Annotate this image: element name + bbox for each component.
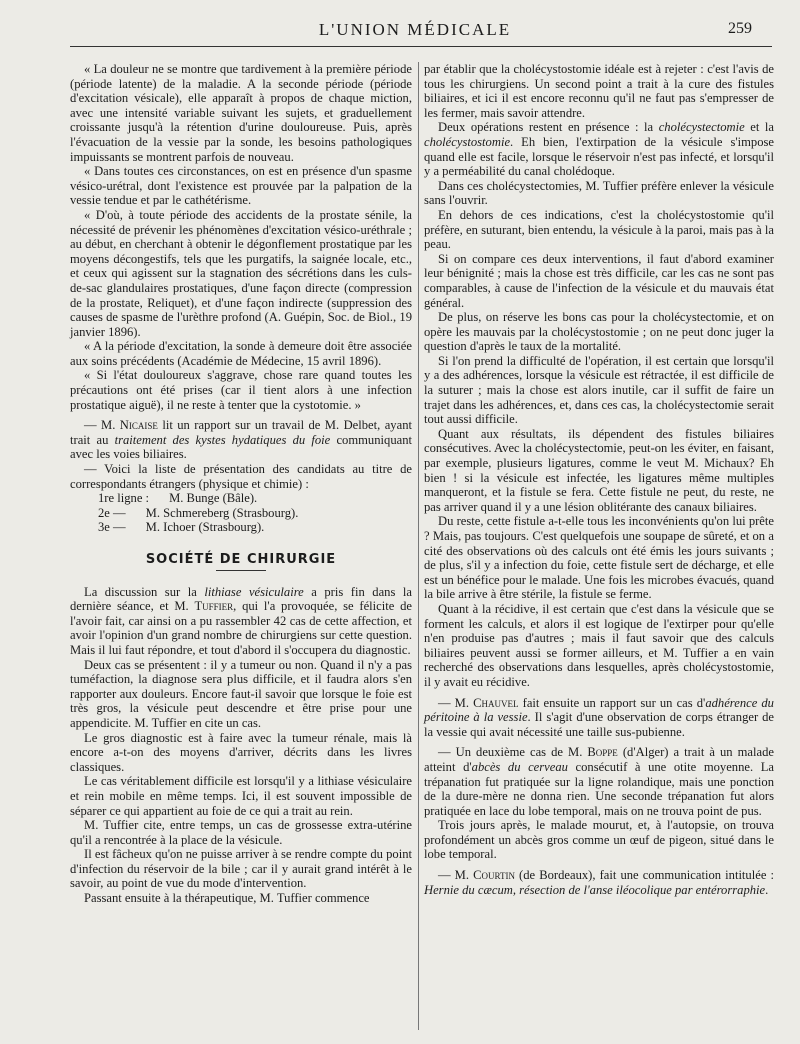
section-rule [216, 570, 266, 571]
section-title: SOCIÉTÉ DE CHIRURGIE [145, 552, 337, 567]
text-run: (d'Alger) a trait à un malade atteint d' [424, 745, 774, 774]
paragraph: De plus, on réserve les bons cas pour la cholécystectomie, et on opère les mauvais par la cholécystostomie ; on ne peut donc juger la question d'après le taux de la mortalité. [424, 310, 774, 354]
paragraph: Si l'on prend la difficulté de l'opération, il est certain que lorsqu'il y a des adhérences, lorsque la vésicule est rétractée, il est difficile de la suturer ; mais la chose est alors inutile, car il suffit de faire un trajet dans les adhérences, et, dans ces cas, la cholécystectomie serait tout aussi difficile. [424, 353, 774, 427]
text-run: Deux opérations restent en présence : la [438, 120, 659, 135]
left-column [70, 62, 412, 906]
text-run: consécutif à une otite moyenne. La trépanation fut pratiquée sur la ligne rolandique, mais une ponction de la dure-mère ne donna rien. Une seconde trépanation fut alors pratiquée en lace du lobe temporal, mais on ne trouva point de pus. [424, 759, 775, 818]
candidate-name: M. Ichoer (Strasbourg). [145, 520, 265, 535]
italic-title: abcès du cerveau [471, 759, 568, 774]
text-run: lit un rapport sur un travail de M. Delbet, ayant trait au [70, 418, 412, 447]
paragraph: Quant à la récidive, il est certain que c'est dans la vésicule que se forment les calculs, et alors il est logique de l'extirper pour qu'elle n'en produise pas d'autres ; mais il faut savoir que des calculs biliaires peuvent aussi se former ailleurs, et M. Tuffier a en vain recherché des observations dans lesquelles, après cholécystostomie, il y avait eu récidive. [424, 601, 774, 689]
paragraph: par établir que la cholécystostomie idéale est à rejeter : c'est l'avis de tous les chirurgiens. Un second point a trait à la cure des fistules biliaires, et ici il est encore reconnu qu'il ne faut pas s'empresser de les fermer, mais savoir attendre. [424, 62, 774, 120]
candidate-list [70, 491, 412, 535]
person-name: Chauvel [473, 695, 519, 710]
page-number: 259 [728, 20, 752, 37]
paragraph: Deux cas se présentent : il y a tumeur ou non. Quand il n'y a pas tuméfaction, la diagnose sera plus difficile, et il faudra alors s'en rapporter aux douleurs. Encore faut-il savoir que lorsque le foie est très gros, la vésicule peut descendre et être prise pour une appendicite. M. Tuffier en cite un cas. [70, 657, 412, 730]
paragraph-courtin [424, 868, 774, 897]
text-run: a pris fin dans la dernière séance, et M. [70, 584, 412, 614]
paragraph: Trois jours après, le malade mourut, et, à l'autopsie, on trouva profondément un abcès gros comme un œuf de pigeon, situé dans le lobe temporal. [424, 818, 774, 862]
italic-term: cholécystectomie [658, 120, 745, 135]
text-run: . Il s'agit d'une observation de corps étranger de la vessie qui avait nécessité une taille sus-pubienne. [424, 710, 775, 739]
paragraph: « La douleur ne se montre que tardivement à la première période (période latente) de la maladie. A la seconde période (période d'excitation vésicale), elle apparaît à propos de chaque miction, avec une intensité variable suivant les sujets, et graduellement croissante jusqu'à la rétention d'urine douloureuse. Puis, après l'évacuation de la vessie par la sonde, les besoins pathologiques impuissants se montrent parfois de nouveau. [70, 62, 412, 164]
paragraph-boppe [424, 745, 774, 818]
text-run: — Un deuxième cas de M. [438, 745, 588, 760]
paragraph: Du reste, cette fistule a-t-elle tous les inconvénients qu'on lui prête ? Mais, pas toujours. C'est quelquefois une soupape de sûreté, et on a cité des observations où des calculs ont été émis les jours suivants ; de plus, s'il y a infection du foie, cette fistule sert de décharge, et elle est un bénéfice pour le malade. Une fois les microbes évacués, quand la bile arrive à être stérile, la fistule se ferme. [424, 514, 774, 602]
person-name: Boppe [587, 745, 618, 760]
paragraph: M. Tuffier cite, entre temps, un cas de grossesse extra-utérine qu'il a rencontrée à la place de la vésicule. [70, 818, 412, 847]
paragraph: « Si l'état douloureux s'aggrave, chose rare quand toutes les précautions ont été prises (car il tient alors à une infection prostatique aiguë), il ne reste à tenter que la cystotomie. » [70, 368, 412, 412]
candidate-rank: 1re ligne : [98, 491, 150, 506]
header-rule [70, 46, 772, 47]
candidate-name: M. Bunge (Bâle). [169, 491, 258, 506]
text-run: et la [744, 120, 774, 135]
text-run: — M. [438, 695, 474, 710]
italic-term: cholécystostomie [424, 134, 511, 149]
paragraph: Si on compare ces deux interventions, il faut d'abord examiner leur bénignité ; mais la chose est très difficile, car les cas ne sont pas comparables, à cause de l'infection de la vésicule et du mauvais état général. [424, 251, 774, 310]
person-name: Courtin [473, 868, 515, 883]
paragraph: Il est fâcheux qu'on ne puisse arriver à se rendre compte du point d'infection du réservoir de la bile ; car il y aurait grand intérêt à le savoir, au point de vue du mode d'intervention. [70, 847, 412, 891]
paragraph-operations [424, 120, 774, 178]
text-run: fait ensuite un rapport sur un cas d' [518, 695, 706, 710]
candidate-line [70, 520, 412, 535]
paragraph: Le gros diagnostic est à faire avec la tumeur rénale, mais là encore a-t-on des moyens d'arriver, décrits dans les livres classiques. [70, 730, 412, 774]
italic-title: adhérence du péritoine à la vessie [424, 695, 774, 725]
italic-term: lithiase vésiculaire [204, 584, 304, 599]
italic-title: traitement des kystes hydatiques du foie [114, 432, 331, 447]
paragraph-tuffier [70, 585, 412, 658]
paragraph: En dehors de ces indications, c'est la cholécystostomie qu'il préfère, en suturant, bien entendu, la vésicule à la paroi, mais pas à la peau. [424, 207, 774, 252]
right-column [424, 62, 774, 897]
running-title: L'UNION MÉDICALE [318, 20, 512, 39]
paragraph: — Voici la liste de présentation des candidats au titre de correspondants étrangers (physique et chimie) : [70, 462, 412, 491]
text-run: . Eh bien, l'extirpation de la vésicule s'impose quand elle est facile, lorsque le réservoir n'est pas infecté, et lorsqu'il y a perméabilité du canal cholédoque. [424, 134, 774, 179]
candidate-rank: 2e — [98, 505, 126, 520]
paragraph: « D'où, à toute période des accidents de la prostate sénile, la nécessité de prévenir les phénomènes d'excitation vésico-uréthrale ; au début, en cherchant à obtenir le dégonflement prostatique par les moyens décongestifs, tels que les purgatifs, la saignée locale, etc., et ceux qui agissent sur la stagnation des sécrétions dans les culs-de-sac glandulaires prostatiques, d'une façon directe (compression de la prostate, Reliquet), et d'une façon indirecte (suppression des causes de spasme de l'urèthre profond (A. Guépin, Soc. de Biol., 19 janvier 1896). [70, 207, 412, 339]
text-run: , qui l'a provoquée, se félicite de l'avoir fait, car ainsi on a pu rassembler 42 cas de cette affection, et avoir l'opinion d'un grand nombre de chirurgiens sur cette question. Mais il lui faut répondre, et tout d'abord il s'occupera du diagnostic. [70, 599, 412, 657]
paragraph: « A la période d'excitation, la sonde à demeure doit être associée aux soins précédents (Académie de Médecine, 15 avril 1896). [70, 339, 412, 368]
italic-title: Hernie du cæcum, résection de l'anse iléocolique par entérorraphie [424, 882, 766, 897]
paragraph-nicaise [70, 418, 412, 462]
paragraph: Le cas véritablement difficile est lorsqu'il y a lithiase vésiculaire et rein mobile en même temps. Ici, il est souvent impossible de séparer ce qui appartient au foie de ce qui a trait au rein. [70, 774, 412, 818]
text-run: . [765, 882, 769, 897]
candidate-line [70, 491, 412, 506]
paragraph: « Dans toutes ces circonstances, on est en présence d'un spasme vésico-urétral, dont l'existence est prouvée par la palpation de la vessie tendue et par le cathétérisme. [70, 164, 412, 208]
person-name: Nicaise [119, 418, 158, 433]
candidate-name: M. Schmereberg (Strasbourg). [145, 505, 299, 520]
column-divider [418, 62, 419, 1030]
text-run: La discussion sur la [84, 584, 205, 599]
page-header [70, 18, 760, 44]
text-run: — M. [438, 868, 474, 883]
candidate-line [70, 506, 412, 521]
paragraph-chauvel [424, 696, 774, 740]
text-run: communiquant avec les voies biliaires. [70, 432, 413, 462]
paragraph: Quant aux résultats, ils dépendent des fistules biliaires consécutives. Avec la cholécystectomie, peut-on les éviter, en faisant, par exemple, plusieurs ligatures, comme le veut M. Michaux? Eh bien ! si la vésicule est infectée, les ligatures même multiples manqueront, et la fistule se fera. Cette fistule ne peut, du reste, ne pas arriver quand il y a une lésion oblitérante des canaux biliaires. [424, 426, 774, 514]
text-run: (de Bordeaux), fait une communication intitulée : [514, 868, 774, 883]
paragraph: Passant ensuite à la thérapeutique, M. Tuffier commence [84, 891, 370, 906]
candidate-rank: 3e — [98, 520, 126, 535]
text-run: — M. [84, 418, 120, 433]
paragraph: Dans ces cholécystectomies, M. Tuffier préfère enlever la vésicule sans l'ouvrir. [424, 178, 774, 208]
person-name: Tuffier [194, 599, 234, 614]
